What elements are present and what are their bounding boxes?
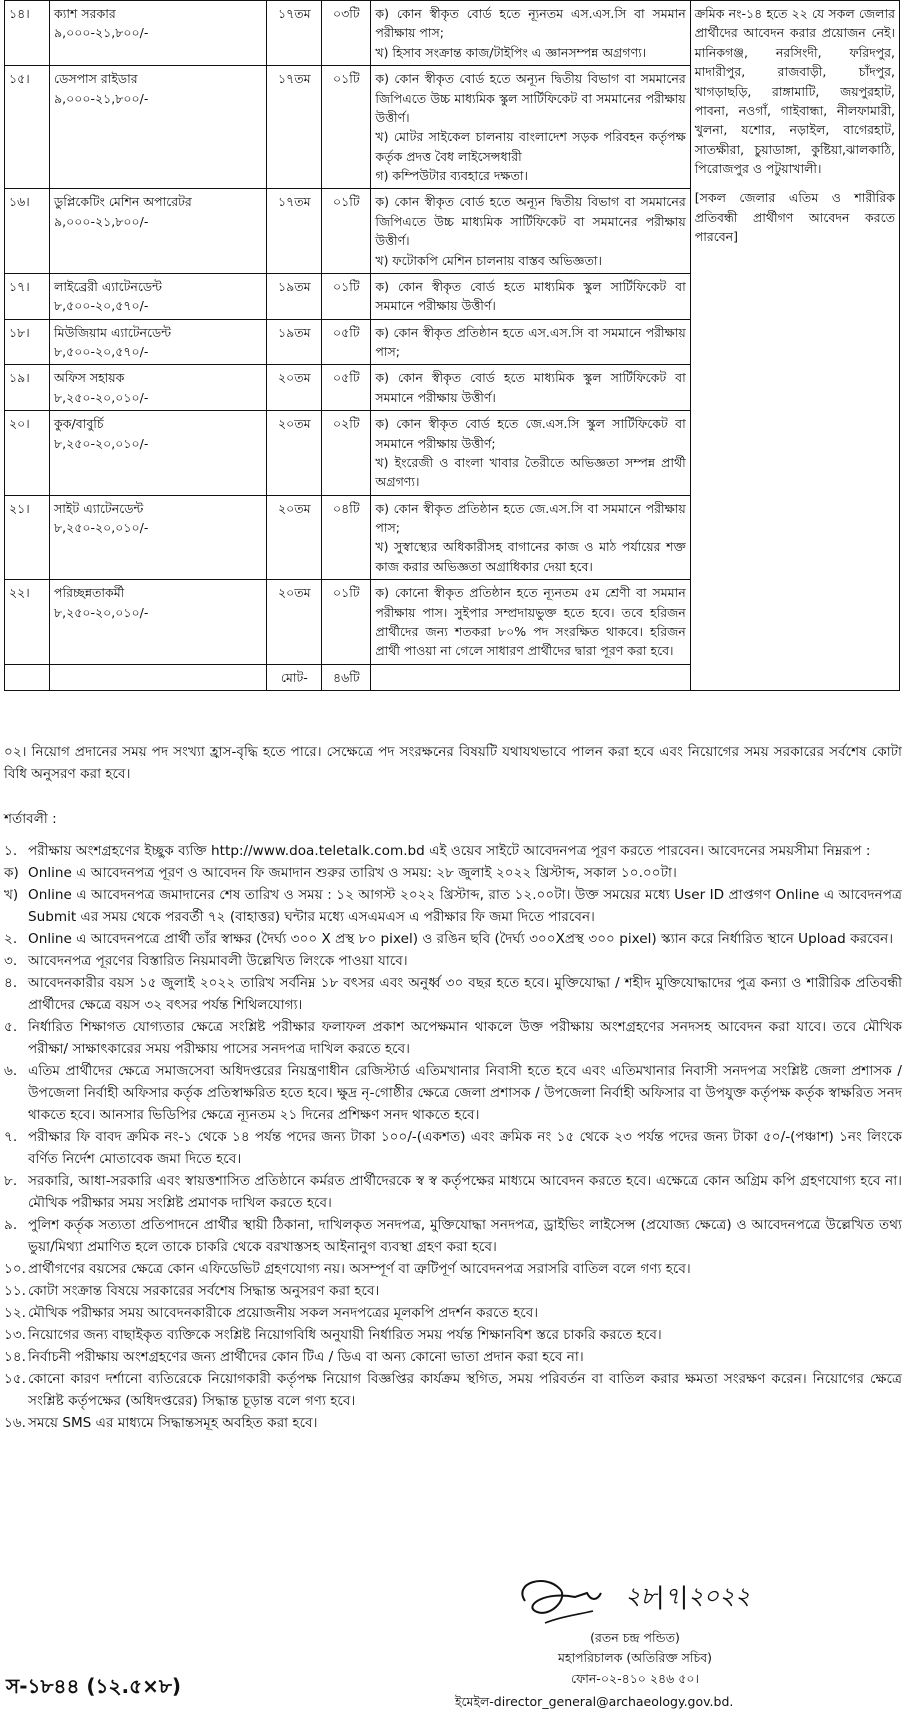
condition-text: আবেদনপত্র পূরণের বিস্তারিত নিয়মাবলী উল্লেখিত লিংকে পাওয়া যাবে। — [28, 953, 408, 970]
condition-item — [4, 1214, 902, 1258]
signatory-name: (রতন চন্দ্র পন্ডিত) — [590, 1630, 680, 1645]
condition-item — [4, 1016, 902, 1060]
pay-scale: ৯,০০০-২১,৮০০/- — [54, 25, 149, 41]
condition-number: ৭. — [4, 1129, 18, 1146]
condition-item — [4, 972, 902, 1016]
condition-number: ১৫. — [4, 1371, 26, 1388]
note-02-text: ০২। নিয়োগ প্রদানের সময় পদ সংখ্যা হ্রাস-বৃদ্ধি হতে পারে। সেক্ষেত্রে পদ সংরক্ষনের বিষয়টি যথাযথভাবে পালন করা হবে এবং নিয়োগের সময় সরকারের সর্বশেষ কোটা বিধি অনুসরণ করা হবে। — [4, 744, 902, 783]
condition-number: ১০. — [4, 1261, 26, 1278]
post-name-cell — [50, 1, 267, 66]
posts-table — [4, 0, 900, 691]
condition-number: ৯. — [4, 1217, 18, 1234]
post-row — [5, 1, 900, 66]
empty-cell — [5, 664, 50, 690]
remarks-district-text: ক্রমিক নং-১৪ হতে ২২ যে সকল জেলার প্রার্থীদের আবেদন করার প্রয়োজন নেই। মানিকগঞ্জ, নরসিংদী, ফরিদপুর, মাদারীপুর, রাজবাড়ী, চাঁদপুর, খাগড়াছড়ি, রাঙ্গামাটি, জয়পুরহাট, পাবনা, নওগাঁ, গাইবান্ধা, নীলফামারী, খুলনা, যশোর, নড়াইল, বাগেরহাট, সাতক্ষীরা, চুয়াডাঙ্গা, কুষ্টিয়া,ঝালকাঠি, পিরোজপুর ও পটুয়াখালী। — [694, 6, 895, 176]
signatory-designation: মহাপরিচালক (অতিরিক্ত সচিব) — [557, 1650, 713, 1666]
condition-item — [4, 1280, 902, 1302]
grade-cell: ১৯তম — [267, 273, 322, 319]
qualification-item: গ) কম্পিউটার ব্যবহারে দক্ষতা। — [375, 168, 529, 183]
post-count-cell: ০৫টি — [322, 365, 371, 411]
serial-cell: ২১। — [5, 495, 50, 580]
qualification-cell — [371, 365, 690, 411]
serial-cell: ২২। — [5, 580, 50, 665]
note-02 — [4, 741, 902, 785]
qualification-cell — [371, 580, 690, 665]
pay-scale: ৮,২৫০-২০,০১০/- — [54, 520, 149, 535]
post-count-cell: ০১টি — [322, 189, 371, 274]
condition-text: কোটা সংক্রান্ত বিষয়ে সরকারের সর্বশেষ সিদ্ধান্ত অনুসরণ করা হবে। — [28, 1283, 380, 1300]
condition-number: ক) — [4, 865, 19, 882]
pay-scale: ৯,০০০-২১,৮০০/- — [54, 213, 149, 229]
post-count-cell: ০১টি — [322, 273, 371, 319]
condition-text: এতিম প্রার্থীদের ক্ষেত্রে সমাজসেবা অধিদপ্তরের নিয়ন্ত্রণাধীন রেজিস্টার্ড এতিমখানার নিবাসী হতে হবে এবং এতিমখানার নিবাসী সনদপত্র সংশ্লিষ্ট জেলা প্রশাসক / উপজেলা নির্বাহী অফিসার কর্তৃক প্রতিস্বাক্ষরিত হতে হবে। ক্ষুদ্র নৃ-গোষ্ঠীর ক্ষেত্রে জেলা প্রশাসক / উপজেলা নির্বাহী অফিসার বা উপযুক্ত কর্তৃপক্ষ কর্তৃক স্বাক্ষরিত সনদ থাকতে হবে। আনসার ভিডিপির ক্ষেত্রে ন্যূনতম ২১ দিনের প্রশিক্ষণ সনদ থাকতে হবে। — [28, 1063, 902, 1124]
condition-number: ২. — [4, 931, 18, 948]
condition-text: নির্বাচনী পরীক্ষায় অংশগ্রহণের জন্য প্রার্থীদের কোন টিএ / ডিএ বা অন্য কোনো ভাতা প্রদান করা হবে না। — [28, 1349, 584, 1366]
condition-number: ১২. — [4, 1305, 26, 1322]
condition-item — [4, 1170, 902, 1214]
condition-number: ১৩. — [4, 1327, 26, 1344]
qualification-item: ক) কোন স্বীকৃত বোর্ড হতে মাধ্যমিক স্কুল সার্টিফিকেট বা সমমানে পরীক্ষায় উত্তীর্ণ। — [375, 278, 686, 314]
qualification-item: ক) কোন স্বীকৃত প্রতিষ্ঠান হতে জে.এস.সি বা সমমানে পরীক্ষায় পাস; — [375, 500, 686, 535]
signatory-email: ইমেইল-director_general@archaeology.gov.bd. — [455, 1694, 734, 1709]
serial-cell: ১৭। — [5, 273, 50, 319]
condition-number: খ) — [4, 887, 19, 904]
condition-text: Online এ আবেদনপত্রে প্রার্থী তাঁর স্বাক্ষর (দৈর্ঘ্য ৩০০ X প্রস্থ ৮০ pixel) ও রঙিন ছবি (দৈর্ঘ্য ৩০০Xপ্রস্থ ৩০০ pixel) স্ক্যান করে নির্ধারিত স্থানে Upload করবেন। — [28, 931, 894, 948]
post-name: অফিস সহায়ক — [54, 370, 125, 386]
pay-scale: ৮,২৫০-২০,০১০/- — [54, 604, 149, 620]
condition-text: সরকারি, আধা-সরকারি এবং স্বায়ত্তশাসিত প্রতিষ্ঠানে কর্মরত প্রার্থীদেরকে স্ব স্ব কর্তৃপক্ষের মাধ্যমে আবেদন করতে হবে। এক্ষেত্রে কোন অগ্রিম কপি গ্রহণযোগ্য হবে না। মৌখিক পরীক্ষার সময় সংশ্লিষ্ট প্রমাণক দাখিল করতে হবে। — [28, 1173, 902, 1212]
condition-number: ১৬. — [4, 1415, 26, 1432]
qualification-cell — [371, 189, 690, 274]
serial-cell: ১৪। — [5, 1, 50, 66]
condition-text: পরীক্ষায় অংশগ্রহণের ইচ্ছুক ব্যক্তি http://www.doa.teletalk.com.bd এই ওয়েব সাইটে আবেদনপত্র পূরণ করতে পারবেন। আবেদনের সময়সীমা নিম্নরূপ : — [28, 843, 871, 859]
conditions-list — [4, 840, 902, 1434]
condition-text: পরীক্ষার ফি বাবদ ক্রমিক নং-১ থেকে ১৪ পর্যন্ত পদের জন্য টাকা ১০০/-(একশত) এবং ক্রমিক নং ১৫ থেকে ২৩ পর্যন্ত পদের জন্য টাকা ৫০/-(পঞ্চাশ) ১নং লিংকে বর্ণিত নির্দেশ মোতাবেক জমা দিতে হবে। — [28, 1129, 902, 1168]
qualification-cell — [371, 495, 690, 580]
condition-item — [4, 1060, 902, 1126]
post-name-cell — [50, 580, 267, 665]
post-name-cell — [50, 319, 267, 365]
post-name-cell — [50, 495, 267, 580]
post-name: পরিচ্ছন্নতাকর্মী — [54, 585, 125, 601]
qualification-cell — [371, 273, 690, 319]
condition-item — [4, 1368, 902, 1412]
condition-item — [4, 1412, 902, 1434]
post-name-cell — [50, 411, 267, 496]
post-name: ডুপ্লিকেটিং মেশিন অপারেটর — [54, 194, 192, 210]
remarks-cell — [690, 1, 899, 691]
total-label: মোট- — [267, 664, 322, 690]
pay-scale: ৮,৫০০-২০,৫৭০/- — [54, 344, 149, 359]
grade-cell: ১৭তম — [267, 189, 322, 274]
grade-cell: ২০তম — [267, 411, 322, 496]
qualification-item: খ) ফটোকপি মেশিন চালনায় বাস্তব অভিজ্ঞতা। — [375, 252, 602, 268]
post-count-cell: ০৪টি — [322, 495, 371, 580]
signatory-phone: ফোন-০২-৪১০ ২৪৬ ৫০। — [571, 1670, 699, 1686]
pay-scale: ৮,৫০০-২০,৫৭০/- — [54, 298, 149, 314]
condition-number: ১. — [4, 843, 18, 859]
pay-scale: ৮,২৫০-২০,০১০/- — [54, 435, 149, 451]
condition-item — [4, 928, 902, 950]
qualification-cell — [371, 1, 690, 66]
qualification-item: খ) ইংরেজী ও বাংলা খাবার তৈরীতে অভিজ্ঞতা সম্পন্ন প্রার্থী অগ্রগণ্য। — [375, 454, 686, 490]
condition-text: কোনো কারণ দর্শানো ব্যতিরেকে নিয়োগকারী কর্তৃপক্ষ নিয়োগ বিজ্ঞপ্তির কার্যক্রম স্থগিত, সময় পরিবর্তন বা বাতিল করার ক্ষমতা সংরক্ষণ করেন। নিয়োগের ক্ষেত্রে সংশ্লিষ্ট কর্তৃপক্ষের (অধিদপ্তরের) সিদ্ধান্ত চূড়ান্ত বলে গণ্য হবে। — [28, 1371, 902, 1410]
condition-text: আবেদনকারীর বয়স ১৫ জুলাই ২০২২ তারিখ সর্বনিম্ন ১৮ বৎসর এবং অনুর্ধ্ব ৩০ বছর হতে হবে। মুক্তিযোদ্ধা / শহীদ মুক্তিযোদ্ধাদের পুত্র কন্যা ও শারীরিক প্রতিবন্ধী প্রার্থীদের ক্ষেত্রে বয়স ৩২ বৎসর পর্যন্ত শিথিলযোগ্য। — [28, 975, 902, 1014]
post-name: ডেসপাস রাইডার — [54, 71, 138, 87]
condition-number: ১১. — [4, 1283, 26, 1300]
empty-cell — [50, 664, 267, 690]
qualification-item: ক) কোন স্বীকৃত বোর্ড হতে জে.এস.সি স্কুল সার্টিফিকেট বা সমমানে পরীক্ষায় উত্তীর্ণ; — [375, 416, 686, 451]
condition-number: ৬. — [4, 1063, 18, 1080]
condition-number: ৫. — [4, 1019, 18, 1036]
total-value: ৪৬টি — [322, 664, 371, 690]
grade-cell: ২০তম — [267, 495, 322, 580]
condition-text: প্রার্থীগণের বয়সের ক্ষেত্রে কোন এফিডেভিট গ্রহণযোগ্য নয়। অসম্পূর্ণ বা ত্রুটিপূর্ণ আবেদনপত্র সরাসরি বাতিল বলে গণ্য হবে। — [28, 1261, 691, 1278]
condition-item — [4, 1302, 902, 1324]
pay-scale: ৯,০০০-২১,৮০০/- — [54, 90, 149, 106]
post-name-cell — [50, 273, 267, 319]
condition-item — [4, 1126, 902, 1170]
post-name-cell — [50, 189, 267, 274]
condition-text: Online এ আবেদনপত্র জমাদানের শেষ তারিখ ও সময় : ১২ আগস্ট ২০২২ খ্রিস্টাব্দ, রাত ১২.০০টা। উক্ত সময়ের মধ্যে User ID প্রাপ্তগণ Online এ আবেদনপত্র Submit এর সময় থেকে পরবর্তী ৭২ (বাহাত্তর) ঘন্টার মধ্যে এসএমএস এ পরীক্ষার ফি জমা দিতে পারবেন। — [28, 887, 902, 926]
pay-scale: ৮,২৫০-২০,০১০/- — [54, 389, 149, 405]
post-name: কুক/বাবুর্চি — [54, 416, 104, 432]
condition-text: সময়ে SMS এর মাধ্যমে সিদ্ধান্তসমূহ অবহিত করা হবে। — [28, 1415, 318, 1432]
post-name-cell — [50, 365, 267, 411]
signature-block — [485, 1628, 785, 1689]
post-name-cell — [50, 66, 267, 189]
post-count-cell: ০৩টি — [322, 1, 371, 66]
condition-number: ৪. — [4, 975, 18, 992]
grade-cell: ২০তম — [267, 580, 322, 665]
signature-date: ২৮|৭|২০২২ — [625, 1582, 751, 1610]
serial-cell: ১৮। — [5, 319, 50, 365]
condition-text: মৌখিক পরীক্ষার সময় আবেদনকারীকে প্রয়োজনীয় সকল সনদপত্রের মূলকপি প্রদর্শন করতে হবে। — [28, 1305, 539, 1322]
qualification-item: ক) কোন স্বীকৃত বোর্ড হতে ন্যূনতম এস.এস.সি বা সমমান পরীক্ষায় পাস; — [375, 6, 686, 41]
condition-number: ১৪. — [4, 1349, 26, 1366]
memo-number: স-১৮৪৪ (১২.৫×৮) — [6, 1674, 181, 1698]
post-count-cell: ০১টি — [322, 580, 371, 665]
condition-item — [4, 840, 902, 862]
condition-number: ৩. — [4, 953, 18, 970]
post-name: ক্যাশ সরকার — [54, 6, 116, 21]
conditions-title: শর্তাবলী : — [4, 811, 57, 827]
post-count-cell: ০৫টি — [322, 319, 371, 365]
condition-item — [4, 862, 902, 884]
post-count-cell: ০২টি — [322, 411, 371, 496]
grade-cell: ১৭তম — [267, 1, 322, 66]
qualification-item: খ) সুস্বাস্থ্যের অধিকারীসহ বাগানের কাজ ও মাঠ পর্যায়ের শক্ত কাজ করার অভিজ্ঞতা অগ্রাধিকার দেয়া হবে। — [375, 539, 686, 574]
condition-item — [4, 950, 902, 972]
condition-item — [4, 1324, 902, 1346]
qualification-item: খ) হিসাব সংক্রান্ত কাজ/টাইপিং এ জ্ঞানসম্পন্ন অগ্রগণ্য। — [375, 44, 647, 60]
qualification-cell — [371, 411, 690, 496]
condition-text: পুলিশ কর্তৃক সত্যতা প্রতিপাদনে প্রার্থীর স্থায়ী ঠিকানা, দাখিলকৃত সনদপত্র, মুক্তিযোদ্ধা সনদপত্র, ড্রাইভিং লাইসেন্স (প্রযোজ্য ক্ষেত্রে) ও আবেদনপত্রে উল্লেখিত তথ্য ভুয়া/মিথ্যা প্রমাণিত হলে তাকে চাকরি থেকে বরখাস্তসহ আইনানুগ ব্যবস্থা গ্রহণ করা হবে। — [28, 1217, 902, 1256]
serial-cell: ১৬। — [5, 189, 50, 274]
condition-number: ৮. — [4, 1173, 18, 1190]
serial-cell: ১৫। — [5, 66, 50, 189]
remarks-all-text: [সকল জেলার এতিম ও শারীরিক প্রতিবন্ধী প্রার্থীগণ আবেদন করতে পারবেন] — [694, 190, 895, 245]
condition-text: নির্ধারিত শিক্ষাগত যোগ্যতার ক্ষেত্রে সংশ্লিষ্ট পরীক্ষার ফলাফল প্রকাশ অপেক্ষমান থাকলে উক্ত পরীক্ষায় অংশগ্রহণের সনদসহ আবেদন করা যাবে। তবে মৌখিক পরীক্ষা/ সাক্ষাৎকারের সময় পরীক্ষায় পাসের সনদপত্র দাখিল করতে হবে। — [28, 1019, 903, 1058]
condition-text: নিয়োগের জন্য বাছাইকৃত ব্যক্তিকে সংশ্লিষ্ট নিয়োগবিধি অনুযায়ী নির্ধারিত সময় পর্যন্ত শিক্ষানবিশ স্তরে চাকরি করতে হবে। — [28, 1327, 662, 1344]
post-name: সাইট এ্যাটেনডেন্ট — [54, 500, 144, 516]
qualification-cell — [371, 66, 690, 189]
qualification-item: খ) মোটর সাইকেল চালনায় বাংলাদেশ সড়ক পরিবহন কর্তৃপক্ষ কর্তৃক প্রদত্ত বৈধ লাইসেন্সধারী — [375, 129, 686, 164]
qualification-item: ক) কোন স্বীকৃত বোর্ড হতে মাধ্যমিক স্কুল সার্টিফিকেট বা সমমানে পরীক্ষায় উত্তীর্ণ। — [375, 370, 686, 405]
grade-cell: ১৯তম — [267, 319, 322, 365]
condition-item — [4, 1258, 902, 1280]
condition-item — [4, 1346, 902, 1368]
qualification-item: ক) কোন স্বীকৃত প্রতিষ্ঠান হতে এস.এস.সি বা সমমানে পরীক্ষায় পাস; — [375, 324, 686, 359]
post-name: মিউজিয়াম এ্যাটেনডেন্ট — [54, 324, 172, 340]
grade-cell: ২০তম — [267, 365, 322, 411]
condition-item — [4, 884, 902, 928]
condition-text: Online এ আবেদনপত্র পূরণ ও আবেদন ফি জমাদান শুরুর তারিখ ও সময়: ২৮ জুলাই ২০২২ খ্রিস্টাব্দ, সকাল ১০.০০টা। — [28, 865, 677, 882]
serial-cell: ২০। — [5, 411, 50, 496]
qualification-cell — [371, 319, 690, 365]
qualification-item: ক) কোন স্বীকৃত বোর্ড হতে অন্যূন দ্বিতীয় বিভাগ বা সমমানের জিপিএতে উচ্চ মাধ্যমিক সার্টিফিকেট বা সমমানের পরীক্ষায় উত্তীর্ণ। — [375, 194, 686, 249]
post-count-cell: ০১টি — [322, 66, 371, 189]
qualification-item: ক) কোনো স্বীকৃত প্রতিষ্ঠান হতে ন্যূনতম ৫ম শ্রেণী বা সমমান পরীক্ষায় পাস। সুইপার সম্প্রদায়ভুক্ত হতে হবে। তবে হরিজন প্রার্থীদের জন্য শতকরা ৮০% পদ সংরক্ষিত থাকবে। হরিজন প্রার্থী পাওয়া না গেলে সাধারণ প্রার্থীদের দ্বারা পূরণ করা হবে। — [375, 585, 686, 659]
qualification-item: ক) কোন স্বীকৃত বোর্ড হতে অন্যূন দ্বিতীয় বিভাগ বা সমমানের জিপিএতে উচ্চ মাধ্যমিক স্কুল সার্টিফিকেট বা সমমানের পরীক্ষায় উত্তীর্ণ। — [375, 71, 686, 125]
serial-cell: ১৯। — [5, 365, 50, 411]
grade-cell: ১৭তম — [267, 66, 322, 189]
empty-cell — [371, 664, 690, 690]
post-name: লাইব্রেরী এ্যাটেনডেন্ট — [54, 278, 162, 294]
